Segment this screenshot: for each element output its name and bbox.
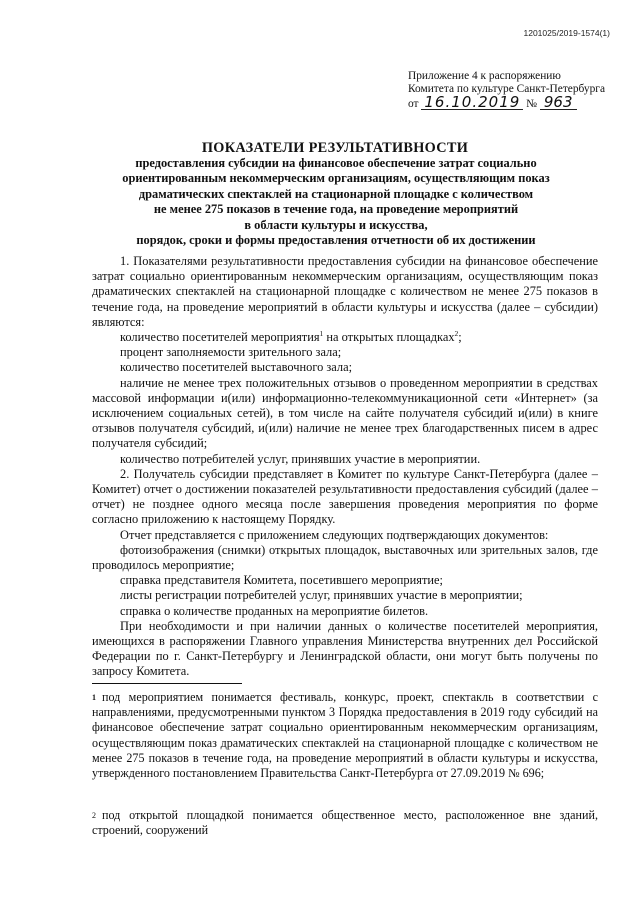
indicator-item: процент заполняемости зрительного зала; [120, 345, 342, 360]
indicator-item [92, 330, 598, 345]
footnote-divider [92, 683, 242, 684]
appendix-line-3 [408, 93, 618, 111]
number-label: № [526, 98, 538, 110]
from-label: от [408, 98, 419, 110]
paragraph-2: 2. Получатель субсидии представляет в Комитет по культуре Санкт-Петербурга (далее – Комитет) отчет о достижении показателей результативности предоставления субсидий (далее – отчет) не позднее одного месяца после завершения проведения мероприятия по форме согласно приложению к настоящему Порядку. [92, 466, 598, 527]
paragraph-4: При необходимости и при наличии данных о количестве посетителей мероприятия, имеющихся в распоряжении Главного управления Министерства внутренних дел Российской Федерации по г. Санкт-Петербургу и Ленинградской области, они могут быть получены по запросу Комитета. [92, 618, 598, 679]
indicator-text: ; [458, 330, 462, 345]
appendix-header [408, 70, 618, 111]
subtitle-line: ориентированным некоммерческим организациям, осуществляющим показ [122, 171, 550, 186]
appendix-line-2: Комитета по культуре Санкт-Петербурга [408, 83, 606, 95]
footnote-1 [92, 690, 598, 781]
indicator-item: наличие не менее трех положительных отзывов о проведенном мероприятии в средствах массовой информации и(или) информационно-телекоммуникационной сети «Интернет» (за исключением социальных сетей), в том числе на сайте получателя субсидий и(или) в книге отзывов получателя субсидий, и(или) наличие не менее трех благодарственных писем в адрес получателя субсидий; [92, 375, 598, 451]
indicator-item: количество потребителей услуг, принявших участие в мероприятии. [120, 451, 481, 466]
footnote-ref-2: 2 [454, 328, 459, 338]
document-item: справка о количестве проданных на мероприятие билетов. [120, 603, 429, 618]
indicator-text: количество посетителей мероприятия [120, 330, 320, 345]
subtitle-line: предоставления субсидии на финансовое обеспечение затрат социально [135, 156, 537, 170]
document-item: листы регистрации потребителей услуг, принявших участие в мероприятии; [120, 588, 523, 603]
footnote-2-mark: 2 [92, 811, 96, 820]
document-body [92, 254, 598, 680]
footnote-1-text: под мероприятием понимается фестиваль, конкурс, проект, спектакль в соответствии с направлениями, предусмотренными пунктом 3 Порядка предоставления в 2019 году субсидий на финансовое обеспечение затрат социально ориентированным некоммерческим организациям, осуществляющим показ драматических спектаклей на стационарной площадке с количеством не менее 275 показов в течение года, на проведение мероприятий в области культуры и искусства, утвержденного постановлением Правительства Санкт-Петербурга от 27.09.2019 № 696; [92, 690, 598, 781]
document-id: 1201025/2019-1574(1) [523, 28, 610, 38]
footnote-2 [92, 808, 598, 838]
footnote-ref-1: 1 [319, 328, 324, 338]
handwritten-date: 16.10.2019 [421, 96, 523, 110]
document-subtitle [96, 156, 576, 248]
subtitle-line: драматических спектаклей на стационарной площадке с количеством [138, 186, 534, 201]
document-item: фотоизображения (снимки) открытых площадок, выставочных или зрительных залов, где проводилось мероприятие; [92, 542, 598, 573]
document-item: справка представителя Комитета, посетившего мероприятие; [120, 573, 443, 588]
paragraph-1: 1. Показателями результативности предоставления субсидии на финансовое обеспечение затрат социально ориентированным некоммерческим организациям, осуществляющим показ драматических спектаклей на стационарной площадке с количеством не менее 275 показов в течение года, на проведение мероприятий в области культуры и искусства (далее – субсидии) являются: [92, 254, 598, 329]
footnote-2-text: под открытой площадкой понимается общественное место, расположенное вне зданий, строений, сооружений [92, 808, 598, 838]
appendix-line-1: Приложение 4 к распоряжению [408, 70, 561, 82]
document-title: ПОКАЗАТЕЛИ РЕЗУЛЬТАТИВНОСТИ [201, 140, 469, 156]
footnote-1-mark: 1 [92, 693, 96, 702]
subtitle-line: в области культуры и искусства, [244, 217, 428, 232]
paragraph-3: Отчет представляется с приложением следующих подтверждающих документов: [120, 527, 549, 542]
subtitle-line: не менее 275 показов в течение года, на проведение мероприятий [153, 202, 519, 217]
subtitle-line: порядок, сроки и формы предоставления отчетности об их достижении [136, 233, 536, 248]
indicator-text: на открытых площадках [323, 330, 455, 345]
handwritten-number: 963 [540, 96, 577, 110]
indicator-item: количество посетителей выставочного зала; [120, 360, 353, 375]
